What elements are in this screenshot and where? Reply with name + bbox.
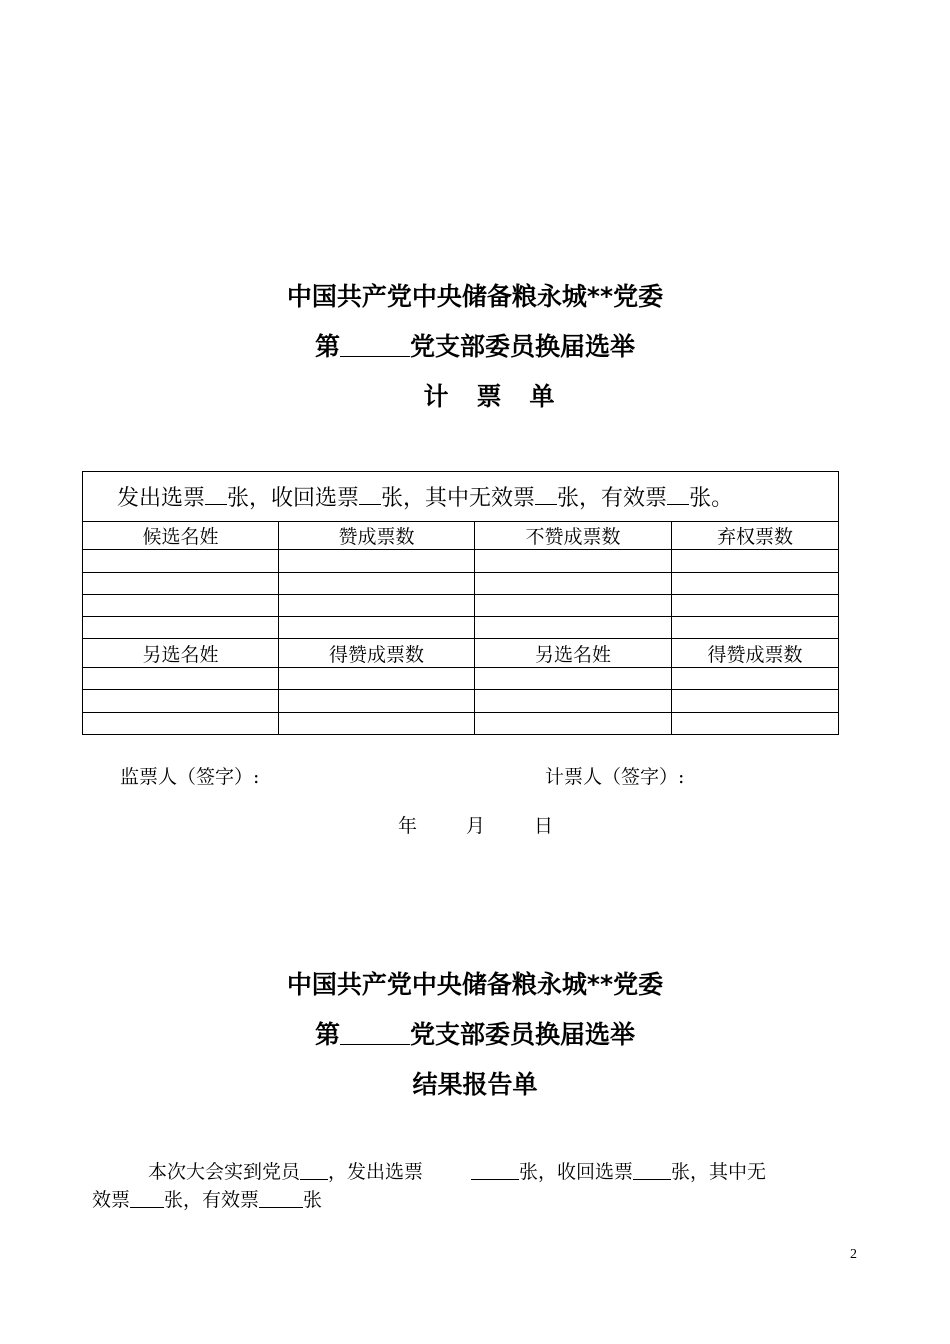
table-cell[interactable]	[83, 712, 279, 734]
title-election	[0, 332, 950, 362]
title-election-2	[0, 1020, 950, 1050]
date-month-label: 月	[466, 815, 486, 837]
table-cell[interactable]	[672, 690, 839, 712]
title-org-2: 中国共产党中央储备粮永城**党委	[286, 970, 664, 999]
issued-blank[interactable]	[205, 486, 227, 505]
table-row	[83, 550, 839, 572]
table-row	[83, 617, 839, 639]
table-cell[interactable]	[279, 712, 475, 734]
title-suffix-2: 党支部委员换届选举	[410, 1020, 636, 1049]
col-header-writein-name-2: 另选名姓	[475, 639, 672, 667]
col-header-writein-name: 另选名姓	[83, 639, 279, 667]
table-cell[interactable]	[83, 572, 279, 594]
page-number: 2	[850, 1247, 857, 1262]
supervisor-signature-label: 监票人（签字）:	[120, 766, 260, 788]
table-cell[interactable]	[672, 617, 839, 639]
invalid-blank-2[interactable]	[130, 1189, 164, 1208]
date-year-label: 年	[398, 815, 418, 837]
report-returned-label: 张，收回选票	[519, 1161, 634, 1183]
report-attended-label: 本次大会实到党员	[148, 1161, 301, 1183]
title-prefix-2: 第	[314, 1020, 340, 1049]
table-row	[83, 594, 839, 616]
table-cell[interactable]	[475, 617, 672, 639]
col-header-writein-yes-2: 得赞成票数	[672, 639, 839, 667]
report-invalid-label: 张，其中无	[671, 1161, 767, 1183]
col-header-abstain-votes: 弃权票数	[672, 521, 839, 549]
table-cell[interactable]	[475, 690, 672, 712]
table-row	[83, 712, 839, 734]
table-row	[83, 690, 839, 712]
tally-table	[82, 471, 839, 735]
summary-invalid-label: 张，其中无效票	[381, 485, 536, 511]
ballot-summary	[83, 472, 839, 522]
title-org: 中国共产党中央储备粮永城**党委	[286, 282, 664, 311]
branch-blank[interactable]	[340, 334, 410, 357]
table-cell[interactable]	[279, 617, 475, 639]
table-cell[interactable]	[279, 572, 475, 594]
summary-returned-label: 张，收回选票	[227, 485, 360, 511]
table-cell[interactable]	[672, 572, 839, 594]
header-row-candidates	[83, 521, 839, 549]
report-invalid-cont: 效票	[92, 1189, 131, 1211]
returned-blank[interactable]	[359, 486, 381, 505]
table-row	[83, 572, 839, 594]
table-cell[interactable]	[279, 550, 475, 572]
attended-blank[interactable]	[300, 1161, 328, 1180]
col-header-no-votes: 不赞成票数	[475, 521, 672, 549]
table-cell[interactable]	[475, 572, 672, 594]
returned-blank-2[interactable]	[633, 1161, 671, 1180]
table-cell[interactable]	[83, 594, 279, 616]
invalid-blank[interactable]	[535, 486, 557, 505]
table-cell[interactable]	[475, 712, 672, 734]
summary-valid-label: 张，有效票	[557, 485, 668, 511]
report-issued-label: ，发出选票	[328, 1161, 424, 1183]
col-header-candidate-name: 候选名姓	[83, 521, 279, 549]
title-result-report: 结果报告单	[412, 1070, 538, 1099]
report-paragraph	[92, 1158, 862, 1214]
table-cell[interactable]	[672, 667, 839, 689]
date-day-label: 日	[534, 815, 554, 837]
issued-blank-2[interactable]	[471, 1161, 519, 1180]
report-end: 张	[303, 1189, 323, 1211]
summary-issued-label: 发出选票	[117, 485, 206, 511]
title-suffix: 党支部委员换届选举	[410, 332, 636, 361]
table-cell[interactable]	[83, 617, 279, 639]
table-cell[interactable]	[475, 594, 672, 616]
table-cell[interactable]	[672, 712, 839, 734]
table-cell[interactable]	[475, 667, 672, 689]
table-cell[interactable]	[279, 667, 475, 689]
table-cell[interactable]	[83, 550, 279, 572]
col-header-yes-votes: 赞成票数	[279, 521, 475, 549]
table-cell[interactable]	[279, 690, 475, 712]
table-cell[interactable]	[279, 594, 475, 616]
summary-end: 张。	[689, 485, 734, 511]
title-tally-sheet: 计票单	[423, 382, 583, 411]
col-header-writein-yes: 得赞成票数	[279, 639, 475, 667]
header-row-write-ins	[83, 639, 839, 667]
table-cell[interactable]	[83, 690, 279, 712]
table-row	[83, 667, 839, 689]
valid-blank-2[interactable]	[259, 1189, 303, 1208]
table-cell[interactable]	[83, 667, 279, 689]
report-valid-label: 张，有效票	[164, 1189, 260, 1211]
table-cell[interactable]	[672, 550, 839, 572]
branch-blank-2[interactable]	[340, 1022, 410, 1045]
counter-signature-label: 计票人（签字）:	[545, 766, 685, 788]
table-cell[interactable]	[672, 594, 839, 616]
valid-blank[interactable]	[667, 486, 689, 505]
table-cell[interactable]	[475, 550, 672, 572]
title-prefix: 第	[314, 332, 340, 361]
